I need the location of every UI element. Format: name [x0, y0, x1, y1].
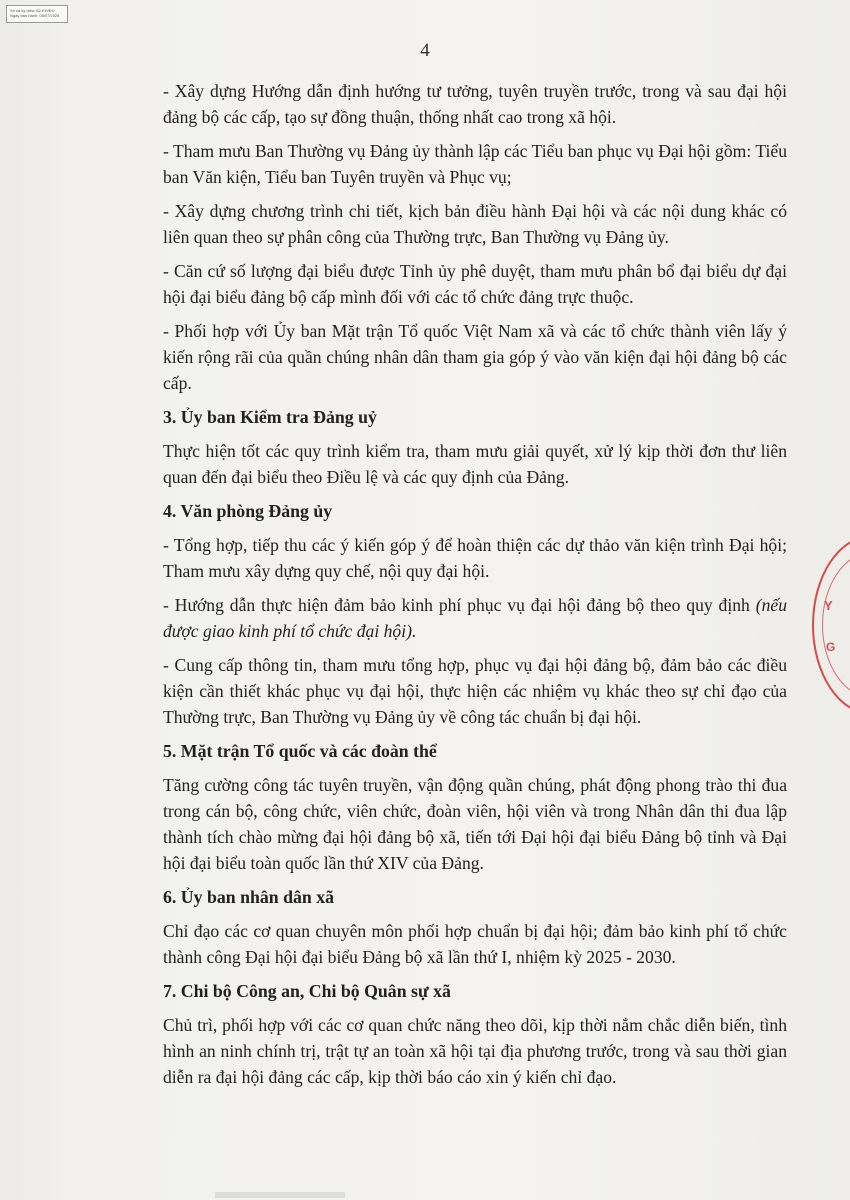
section-heading: 7. Chi bộ Công an, Chi bộ Quân sự xã	[163, 981, 451, 1001]
paragraph: - Tổng hợp, tiếp thu các ý kiến góp ý để hoàn thiện các dự thảo văn kiện trình Đại hội; Tham mưu xây dựng quy chế, nội quy đại hội.	[163, 535, 787, 581]
section-heading: 5. Mặt trận Tổ quốc và các đoàn thể	[163, 741, 437, 761]
seal-letter: G	[826, 640, 836, 654]
paragraph: Thực hiện tốt các quy trình kiểm tra, tham mưu giải quyết, xử lý kịp thời đơn thư liên quan đến đại biểu theo Điều lệ và các quy định của Đảng.	[163, 441, 787, 487]
paragraph: - Cung cấp thông tin, tham mưu tổng hợp, phục vụ đại hội đảng bộ, đảm bảo các điều kiện cần thiết khác phục vụ đại hội, thực hiện các nhiệm vụ khác theo sự chỉ đạo của Thường trực, Ban Thường vụ Đảng ủy về công tác chuẩn bị đại hội.	[163, 655, 787, 727]
page-number: 4	[420, 40, 430, 61]
paragraph-text: - Hướng dẫn thực hiện đảm bảo kinh phí phục vụ đại hội đảng bộ theo quy định	[163, 595, 756, 615]
paragraph: - Tham mưu Ban Thường vụ Đảng ủy thành lập các Tiểu ban phục vụ Đại hội gồm: Tiểu ban Văn kiện, Tiểu ban Tuyên truyền và Phục vụ;	[163, 141, 787, 187]
paragraph: - Xây dựng chương trình chi tiết, kịch bản điều hành Đại hội và các nội dung khác có liên quan theo sự phân công của Thường trực, Ban Thường vụ Đảng ủy.	[163, 201, 787, 247]
section-heading: 4. Văn phòng Đảng ủy	[163, 501, 333, 521]
paragraph: - Căn cứ số lượng đại biểu được Tỉnh ủy phê duyệt, tham mưu phân bổ đại biểu dự đại hội đại biểu đảng bộ cấp mình đối với các tổ chức đảng trực thuộc.	[163, 261, 787, 307]
section-heading: 3. Ủy ban Kiểm tra Đảng uỷ	[163, 407, 377, 427]
seal-letter: Y	[824, 598, 833, 613]
document-reference-tag	[6, 5, 68, 23]
document-body	[163, 78, 787, 1098]
footer-scan-strip	[215, 1192, 345, 1198]
reference-number: Số và ký hiệu: 82-KH/ĐU	[10, 8, 55, 13]
paragraph: Tăng cường công tác tuyên truyền, vận động quần chúng, phát động phong trào thi đua trong cán bộ, công chức, viên chức, đoàn viên, hội viên và trong Nhân dân thi đua lập thành tích chào mừng đại hội đảng bộ xã, tiến tới Đại hội đại biểu Đảng bộ tỉnh và Đại hội đại biểu toàn quốc lần thứ XIV của Đảng.	[163, 775, 787, 873]
paragraph: - Phối hợp với Ủy ban Mặt trận Tổ quốc Việt Nam xã và các tổ chức thành viên lấy ý kiến rộng rãi của quần chúng nhân dân tham gia góp ý vào văn kiện đại hội đảng bộ các cấp.	[163, 321, 787, 393]
paragraph: Chỉ đạo các cơ quan chuyên môn phối hợp chuẩn bị đại hội; đảm bảo kinh phí tổ chức thành công Đại hội đại biểu Đảng bộ xã lần thứ I, nhiệm kỳ 2025 - 2030.	[163, 921, 787, 967]
issue-date: Ngày ban hành: 05/07/2025	[10, 13, 60, 18]
paragraph-italic-note: (nếu được giao kinh phí tổ chức đại hội).	[163, 595, 787, 641]
paragraph: - Xây dựng Hướng dẫn định hướng tư tưởng, tuyên truyền trước, trong và sau đại hội đảng bộ các cấp, tạo sự đồng thuận, thống nhất cao trong xã hội.	[163, 81, 787, 127]
paragraph: Chủ trì, phối hợp với các cơ quan chức năng theo dõi, kịp thời nắm chắc diễn biến, tình hình an ninh chính trị, trật tự an toàn xã hội tại địa phương trước, trong và sau thời gian diễn ra đại hội đảng các cấp, kịp thời báo cáo xin ý kiến chỉ đạo.	[163, 1015, 787, 1087]
section-heading: 6. Ủy ban nhân dân xã	[163, 887, 334, 907]
paragraph	[163, 592, 787, 644]
